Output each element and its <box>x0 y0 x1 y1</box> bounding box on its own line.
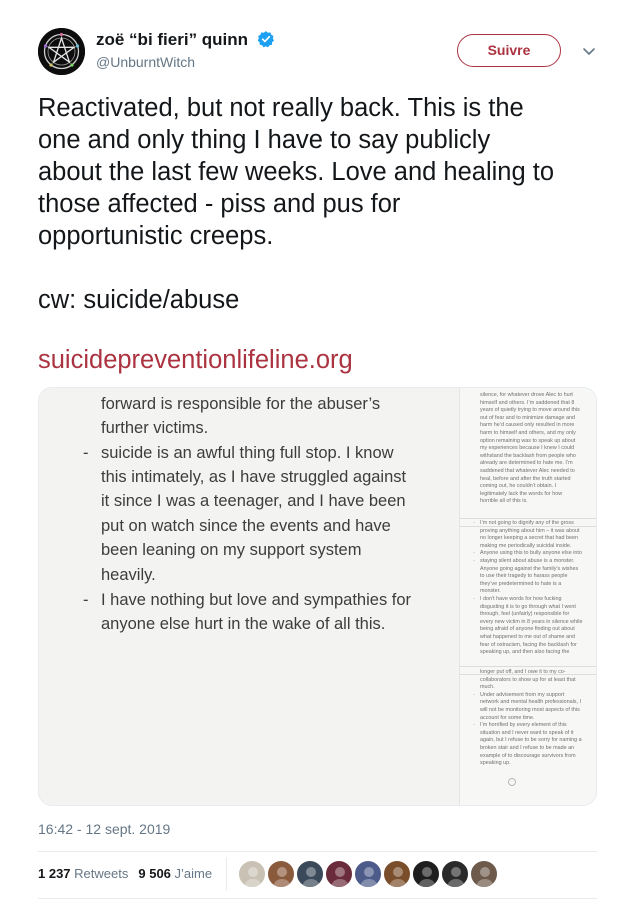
author-name[interactable] <box>96 30 275 53</box>
mini-checkbox-icon <box>508 778 516 786</box>
liker-avatar-icon[interactable] <box>412 860 440 888</box>
mini-divider <box>460 518 597 519</box>
tweet-line: about the last few weeks. Love and healing to <box>38 158 555 186</box>
mini-notes-line: withstand the backlash from people who <box>480 452 576 459</box>
mini-notes-line: network and mental health professionals, I <box>480 699 581 706</box>
tweet-line: one and only thing I have to say publicly <box>38 126 491 154</box>
author-display-name: zoë “bi fieri” quinn <box>96 30 249 49</box>
mini-notes-line: disgusting it is to go through what I went <box>480 603 576 610</box>
liker-avatar-icon[interactable] <box>325 860 353 888</box>
tweet-timestamp[interactable]: 16:42 - 12 sept. 2019 <box>38 821 171 837</box>
notes-screenshot-right <box>459 388 597 806</box>
mini-notes-line: through, feel (unfairly) responsible for <box>480 611 570 618</box>
mini-divider <box>460 666 597 667</box>
mini-notes-line: monster. <box>480 588 501 595</box>
mini-notes-line: my experiences because I knew I could <box>480 445 575 452</box>
mini-notes-line: proving anything about him – it was about <box>480 527 580 534</box>
mini-notes-line: making me periodically suicidal inside. <box>480 542 572 549</box>
notes-line: put on watch since the events and have <box>101 517 391 535</box>
notes-line: forward is responsible for the abuser’s <box>101 395 381 413</box>
notes-bullet: - <box>83 591 89 609</box>
pentagram-avatar-icon <box>38 28 85 75</box>
mini-notes-line: account for some time. <box>480 714 535 721</box>
tweet-header <box>0 0 638 90</box>
mini-notes-bullet: · <box>473 596 475 602</box>
notes-line: this intimately, as I have struggled against <box>101 468 407 486</box>
mini-notes-line: Anyone using this to bully anyone else into <box>480 550 582 557</box>
mini-notes-line: fear of ostracism, facing the backlash for <box>480 641 577 648</box>
mini-notes-line: example of to discourage survivors from <box>480 752 576 759</box>
liker-avatar-icon[interactable] <box>470 860 498 888</box>
notes-line: anyone else hurt in the wake of all this. <box>101 615 386 633</box>
mini-notes-line: already are determined to hate me. I’m <box>480 460 573 467</box>
mini-notes-bullet: · <box>473 558 475 564</box>
retweets-label: Retweets <box>74 866 129 881</box>
likes-label: J’aime <box>174 866 213 881</box>
notes-screenshot-left <box>39 388 459 806</box>
notes-line: further victims. <box>101 419 209 437</box>
mini-notes-line: again, but I refuse to be sorry for naming a <box>480 737 582 744</box>
mini-notes-line: harm he’d caused only resulted in more <box>480 422 575 429</box>
mini-notes-line: what happened to me out of shame and <box>480 634 576 640</box>
mini-notes-line: being afraid of anyone finding out about <box>480 626 575 633</box>
mini-notes-line: Under advisement from my support <box>480 691 565 698</box>
content-warning: cw: suicide/abuse <box>38 286 240 314</box>
mini-notes-line: situation and I never want to speak of it <box>480 729 574 736</box>
notes-line: heavily. <box>101 566 156 584</box>
engagement-stats <box>38 866 212 881</box>
mini-notes-line: broken stair and I refuse to be made an <box>480 745 575 751</box>
notes-line: I have nothing but love and sympathies for <box>101 591 412 609</box>
tweet-line: those affected - piss and pus for <box>38 190 401 218</box>
notes-line: it since I was a teenager, and I have been <box>101 492 406 510</box>
mini-notes-line: they’ve predetermined to hate is a <box>480 580 562 587</box>
liker-avatar-icon[interactable] <box>354 860 382 888</box>
tweet-line: opportunistic creeps. <box>38 222 274 250</box>
mini-notes-line: I’m not going to dignify any of the gross <box>480 520 574 526</box>
mini-notes-line: will not be monitoring most aspects of this <box>480 707 580 713</box>
mini-notes-line: to use their tragedy to harass people <box>480 573 568 580</box>
mini-notes-line: coming out, he couldn’t obtain. I <box>480 483 557 490</box>
notes-line: been leaning on my support system <box>101 541 362 559</box>
mini-notes-bullet: · <box>473 722 475 729</box>
mini-notes-line: collaborators to show up for at least that <box>480 676 576 683</box>
mini-notes-line: silence, for whatever drove Alec to hurt <box>480 392 573 398</box>
mini-notes-line: out of fear and to minimize damage and <box>480 414 575 421</box>
attached-image[interactable] <box>38 387 597 806</box>
mini-notes-bullet: · <box>473 691 475 698</box>
divider <box>38 851 597 852</box>
author-handle[interactable]: @UnburntWitch <box>96 54 196 70</box>
likes-count: 9 506 <box>138 866 171 881</box>
chevron-down-icon[interactable] <box>580 42 598 60</box>
mini-notes-bullet: · <box>473 550 475 557</box>
hotline-link[interactable]: suicidepreventionlifeline.org <box>38 346 353 374</box>
mini-notes-line: harm to himself and others, and my only <box>480 430 576 436</box>
mini-notes-line: years of quietly trying to move around this <box>480 407 580 414</box>
verified-badge-icon <box>257 30 275 53</box>
liker-avatar-icon[interactable] <box>383 860 411 888</box>
mini-notes-line: horrible all of this is. <box>480 498 528 505</box>
retweets-count: 1 237 <box>38 866 71 881</box>
mini-notes-line: every new victim in 8 years in silence while <box>480 618 583 625</box>
follow-button[interactable]: Suivre <box>457 34 561 67</box>
mini-notes-line: longer put off, and I owe it to my co- <box>480 669 566 675</box>
notes-line: suicide is an awful thing full stop. I know <box>101 444 394 462</box>
mini-notes-line: option remaining was to speak up about <box>480 437 576 444</box>
liker-avatar-icon[interactable] <box>296 860 324 888</box>
mini-notes-line: staying silent about abuse is a monster. <box>480 558 575 564</box>
tweet-text <box>38 92 603 316</box>
mini-notes-line: much. <box>480 684 495 691</box>
mini-notes-line: I don’t have words for how fucking <box>480 596 562 602</box>
notes-bullet: - <box>83 444 89 462</box>
mini-notes-line: heal, before and after the truth started <box>480 475 571 482</box>
mini-notes-line: I’m horrified by every element of this <box>480 722 567 729</box>
stats-divider <box>226 857 227 891</box>
mini-notes-line: Anyone going against the family’s wishes <box>480 565 579 572</box>
author-avatar[interactable] <box>38 28 85 75</box>
divider <box>38 898 597 899</box>
liker-avatar-icon[interactable] <box>441 860 469 888</box>
tweet-line: Reactivated, but not really back. This is the <box>38 94 524 122</box>
mini-notes-line: saddened that whatever Alec needed to <box>480 468 575 474</box>
liker-avatar-icon[interactable] <box>238 860 266 888</box>
likes-stat[interactable] <box>138 866 212 881</box>
retweets-stat[interactable] <box>38 866 128 881</box>
mini-notes-line: speaking up, and then also facing the <box>480 649 570 656</box>
mini-notes-bullet: · <box>473 520 475 526</box>
mini-notes-line: speaking up. <box>480 760 511 767</box>
mini-notes-line: no longer keeping a secret that had been <box>480 535 579 542</box>
liker-avatar-icon[interactable] <box>267 860 295 888</box>
mini-notes-line: legitimately lack the words for how <box>480 490 563 497</box>
mini-notes-line: himself and others. I’m saddened that 8 <box>480 399 575 406</box>
